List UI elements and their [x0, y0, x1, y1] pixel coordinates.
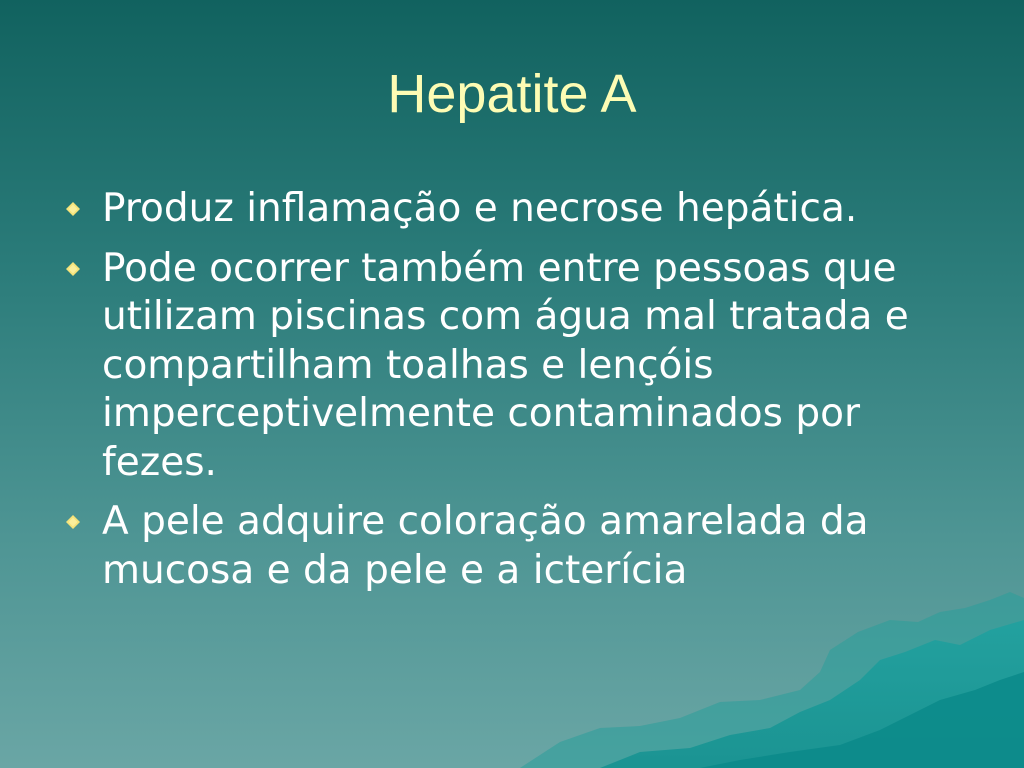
- bullet-item: [64, 245, 944, 488]
- slide-title: Hepatite A: [387, 64, 637, 124]
- bullet-item: [64, 185, 944, 234]
- bullet-text: A pele adquire coloração amarelada da mucosa e da pele e a icterícia: [102, 499, 869, 593]
- bullet-text: Produz inflamação e necrose hepática.: [102, 186, 858, 231]
- diamond-bullet-icon: [66, 202, 80, 216]
- bullet-text: Pode ocorrer também entre pessoas que utilizam piscinas com água mal tratada e compartilham toalhas e lençóis imperceptivelmente contaminados por fezes.: [102, 245, 909, 485]
- diamond-bullet-icon: [66, 515, 80, 529]
- bullet-list: [64, 185, 944, 606]
- diamond-bullet-icon: [66, 262, 80, 276]
- bullet-item: [64, 498, 944, 595]
